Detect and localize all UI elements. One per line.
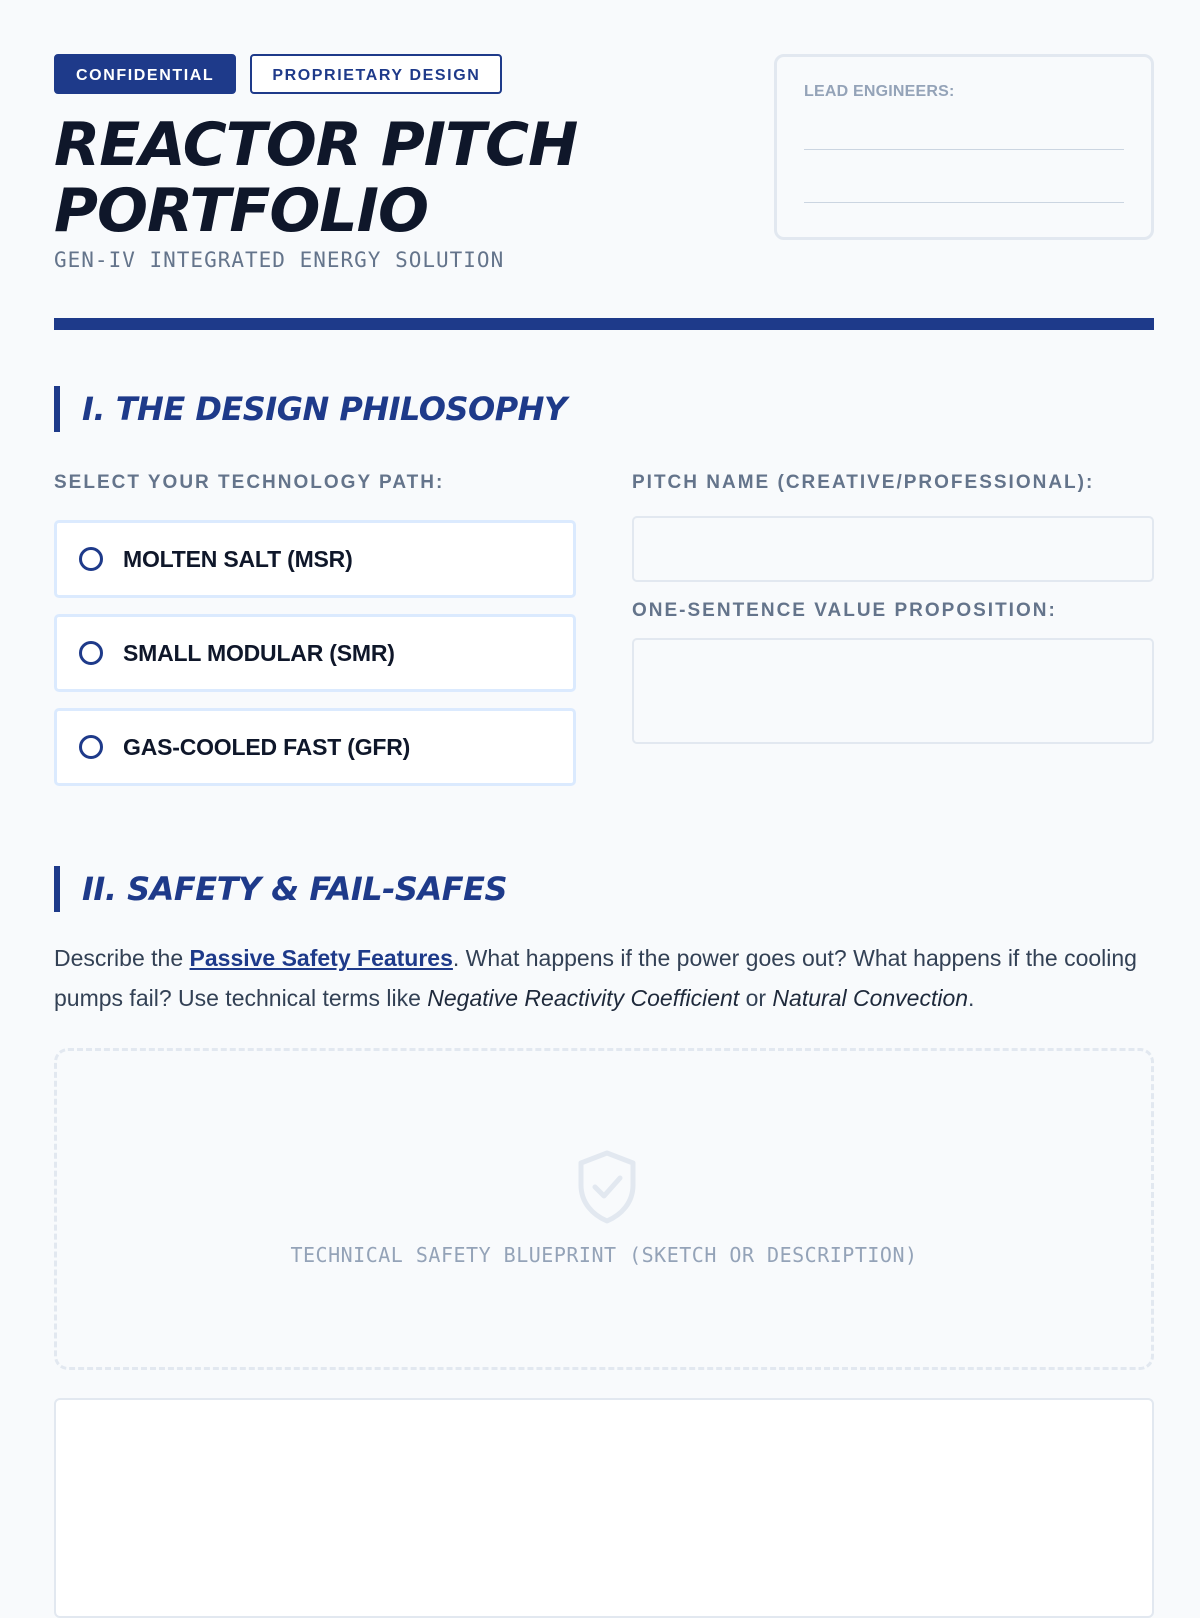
radio-circle-icon[interactable] [79, 641, 103, 665]
lead-engineers-label: LEAD ENGINEERS: [804, 83, 955, 100]
option-label: MOLTEN SALT (MSR) [123, 545, 353, 572]
shield-check-icon [575, 1149, 639, 1225]
desc-text: or [739, 985, 773, 1011]
page-subtitle: GEN-IV INTEGRATED ENERGY SOLUTION [54, 248, 505, 272]
section-heading-design-philosophy: I. THE DESIGN PHILOSOPHY [54, 386, 1154, 432]
term-natural-convection: Natural Convection [772, 985, 969, 1011]
pitch-name-label: PITCH NAME (CREATIVE/PROFESSIONAL): [632, 472, 1095, 493]
technology-path-label: SELECT YOUR TECHNOLOGY PATH: [54, 472, 445, 493]
radio-circle-icon[interactable] [79, 735, 103, 759]
radio-circle-icon[interactable] [79, 547, 103, 571]
option-molten-salt[interactable] [54, 520, 576, 598]
safety-instructions [54, 938, 1154, 1018]
option-label: SMALL MODULAR (SMR) [123, 639, 395, 666]
blueprint-label: TECHNICAL SAFETY BLUEPRINT (SKETCH OR DESCRIPTION) [290, 1243, 918, 1267]
confidential-tag: CONFIDENTIAL [54, 54, 236, 94]
header [54, 54, 1154, 274]
safety-notes-field[interactable] [54, 1398, 1154, 1618]
page-title [54, 112, 714, 244]
option-gas-cooled-fast[interactable] [54, 708, 576, 786]
pitch-details-column [632, 472, 1154, 802]
title-line-2: PORTFOLIO [54, 176, 428, 246]
term-negative-reactivity: Negative Reactivity Coefficient [427, 985, 740, 1011]
proprietary-design-tag: PROPRIETARY DESIGN [250, 54, 502, 94]
worksheet-page [54, 54, 1154, 1618]
section-heading-safety: II. SAFETY & FAIL-SAFES [54, 866, 1154, 912]
option-small-modular[interactable] [54, 614, 576, 692]
passive-safety-link: Passive Safety Features [189, 945, 453, 971]
pitch-name-field[interactable] [632, 516, 1154, 582]
design-philosophy-section [54, 472, 1154, 802]
lead-engineers-box [774, 54, 1154, 240]
header-divider [54, 318, 1154, 330]
value-proposition-label: ONE-SENTENCE VALUE PROPOSITION: [632, 600, 1057, 621]
safety-blueprint-area[interactable] [54, 1048, 1154, 1370]
title-line-1: REACTOR PITCH [54, 110, 578, 180]
lead-engineer-line-1[interactable] [804, 149, 1124, 150]
desc-text: Describe the [54, 945, 190, 971]
option-label: GAS-COOLED FAST (GFR) [123, 733, 411, 760]
value-proposition-field[interactable] [632, 638, 1154, 744]
technology-path-column [54, 472, 576, 802]
desc-text: . [968, 985, 975, 1011]
desc-text: . What happens if the power goes out? What happens if the cooling pumps fail? Use technical terms like [54, 945, 1137, 1011]
lead-engineer-line-2[interactable] [804, 202, 1124, 203]
technology-options [54, 520, 576, 786]
